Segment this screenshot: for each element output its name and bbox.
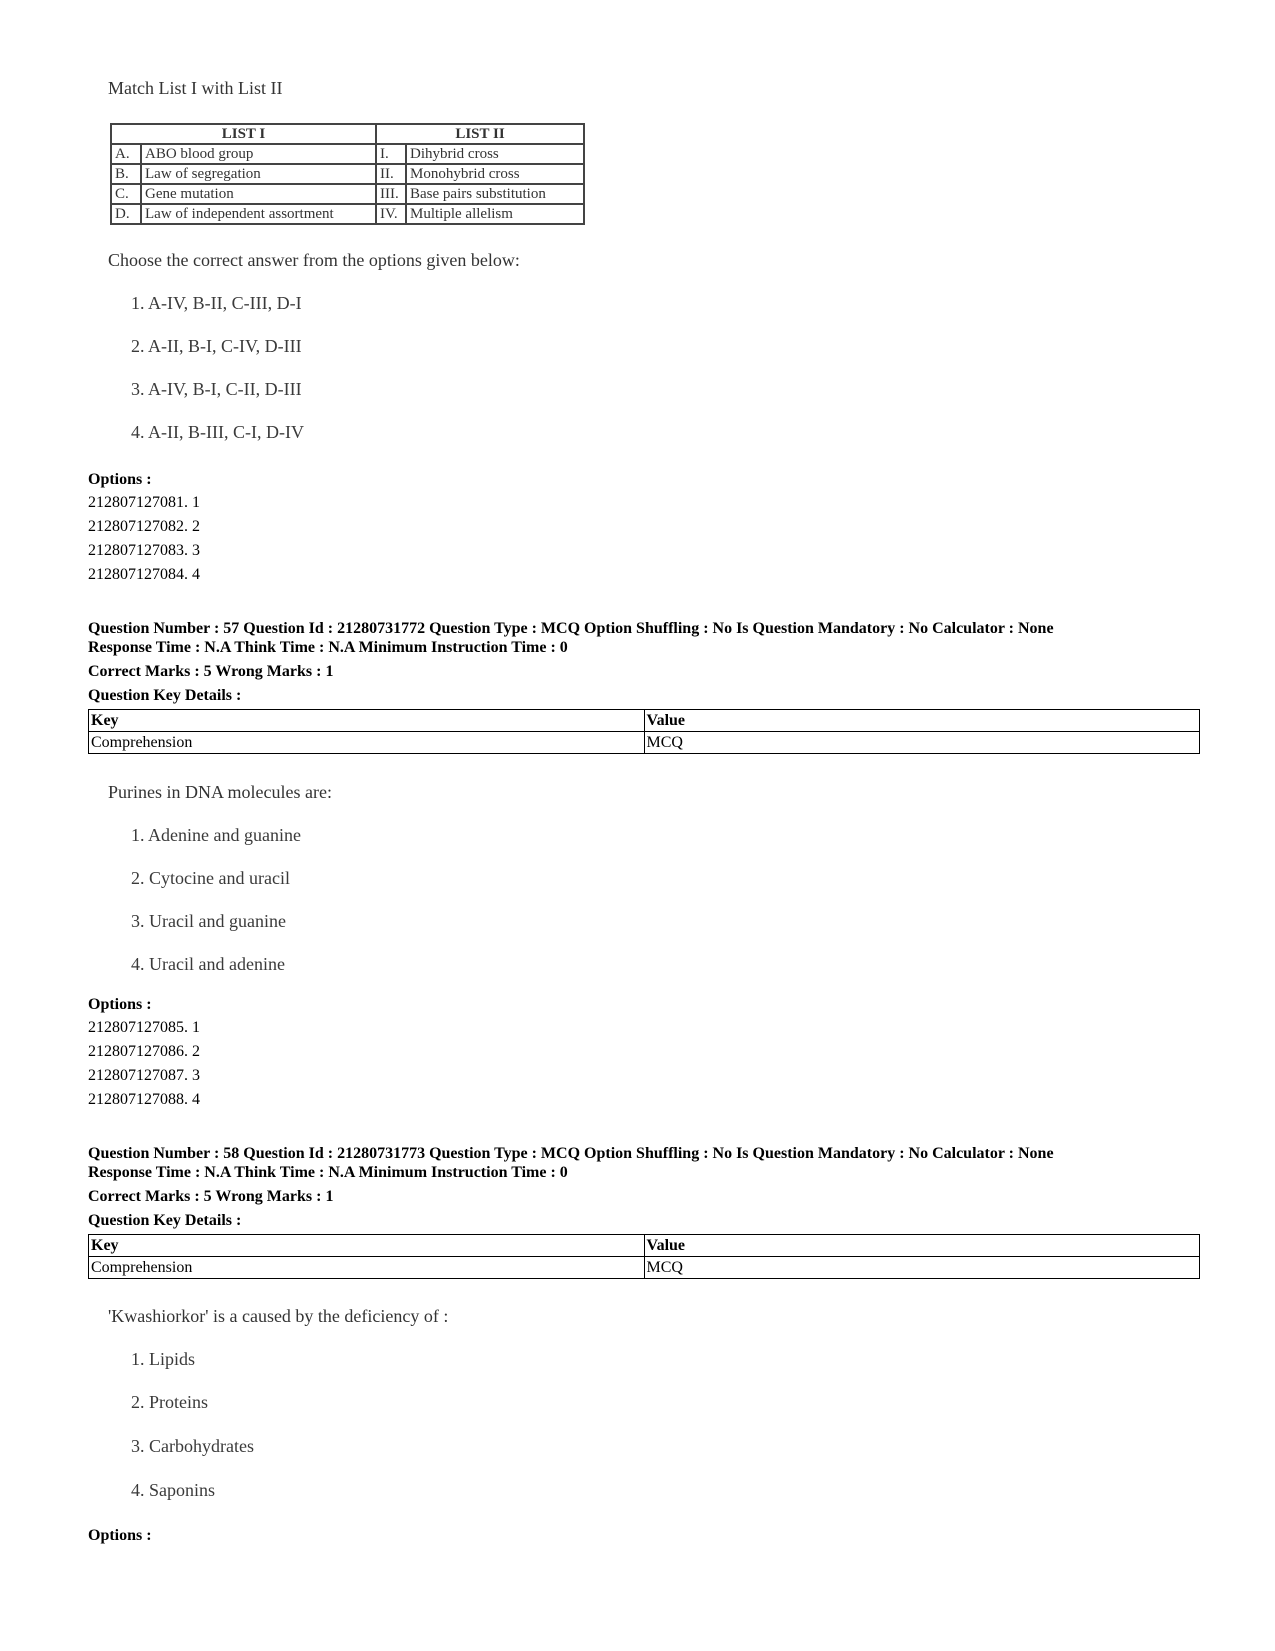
- match-row: [111, 144, 584, 164]
- value-header: Value: [644, 1235, 1200, 1257]
- options-label: Options :: [88, 471, 152, 488]
- option-id: 212807127088. 4: [88, 1091, 200, 1108]
- list2-item: Multiple allelism: [406, 204, 584, 224]
- question-marks: Correct Marks : 5 Wrong Marks : 1: [88, 1188, 334, 1205]
- list2-item: Dihybrid cross: [406, 144, 584, 164]
- list2-header: LIST II: [376, 124, 584, 144]
- choice-item: 4. A-II, B-III, C-I, D-IV: [131, 422, 304, 442]
- match-table-header: [111, 124, 584, 144]
- question-meta-timing: Response Time : N.A Think Time : N.A Minimum Instruction Time : 0: [88, 1164, 568, 1181]
- question-marks: Correct Marks : 5 Wrong Marks : 1: [88, 663, 334, 680]
- key-cell: Comprehension: [89, 732, 645, 754]
- option-id: 212807127086. 2: [88, 1043, 200, 1060]
- key-details-row: [89, 732, 1200, 754]
- key-details-label: Question Key Details :: [88, 1212, 242, 1229]
- options-label: Options :: [88, 1527, 152, 1544]
- list1-item: Law of segregation: [141, 164, 376, 184]
- option-id: 212807127083. 3: [88, 542, 200, 559]
- choice-item: 1. Lipids: [131, 1349, 196, 1369]
- key-details-header: [89, 710, 1200, 732]
- question-prompt: Purines in DNA molecules are:: [108, 782, 332, 802]
- list2-item: Base pairs substitution: [406, 184, 584, 204]
- match-table: [110, 123, 585, 225]
- choice-item: 2. A-II, B-I, C-IV, D-III: [131, 336, 302, 356]
- key-details-label: Question Key Details :: [88, 687, 242, 704]
- key-details-table: [88, 709, 1200, 754]
- list2-numeral: I.: [376, 144, 406, 164]
- question-prompt: Match List I with List II: [108, 78, 283, 98]
- choice-item: 3. A-IV, B-I, C-II, D-III: [131, 379, 302, 399]
- key-cell: Comprehension: [89, 1257, 645, 1279]
- value-cell: MCQ: [644, 1257, 1200, 1279]
- match-row: [111, 184, 584, 204]
- match-row: [111, 164, 584, 184]
- list2-numeral: III.: [376, 184, 406, 204]
- option-id: 212807127085. 1: [88, 1019, 200, 1036]
- choice-item: 4. Uracil and adenine: [131, 954, 285, 974]
- list1-item: ABO blood group: [141, 144, 376, 164]
- key-details-row: [89, 1257, 1200, 1279]
- option-id: 212807127081. 1: [88, 494, 200, 511]
- option-id: 212807127084. 4: [88, 566, 200, 583]
- list2-numeral: IV.: [376, 204, 406, 224]
- choice-item: 3. Uracil and guanine: [131, 911, 286, 931]
- choice-item: 2. Cytocine and uracil: [131, 868, 290, 888]
- options-label: Options :: [88, 996, 152, 1013]
- list2-item: Monohybrid cross: [406, 164, 584, 184]
- choice-item: 2. Proteins: [131, 1392, 209, 1412]
- question-meta-timing: Response Time : N.A Think Time : N.A Minimum Instruction Time : 0: [88, 639, 568, 656]
- value-header: Value: [644, 710, 1200, 732]
- key-header: Key: [89, 710, 645, 732]
- choice-item: 1. Adenine and guanine: [131, 825, 301, 845]
- list1-letter: D.: [111, 204, 141, 224]
- key-details-header: [89, 1235, 1200, 1257]
- list1-letter: C.: [111, 184, 141, 204]
- option-id: 212807127082. 2: [88, 518, 200, 535]
- list1-letter: B.: [111, 164, 141, 184]
- value-cell: MCQ: [644, 732, 1200, 754]
- question-meta: Question Number : 57 Question Id : 21280731772 Question Type : MCQ Option Shuffling : No Is Question Mandatory : No Calculator : None: [88, 620, 1054, 637]
- choice-item: 3. Carbohydrates: [131, 1436, 254, 1456]
- key-header: Key: [89, 1235, 645, 1257]
- list1-item: Law of independent assortment: [141, 204, 376, 224]
- choice-item: 1. A-IV, B-II, C-III, D-I: [131, 293, 302, 313]
- key-details-table: [88, 1234, 1200, 1279]
- option-id: 212807127087. 3: [88, 1067, 200, 1084]
- choice-item: 4. Saponins: [131, 1480, 216, 1500]
- match-row: [111, 204, 584, 224]
- list1-item: Gene mutation: [141, 184, 376, 204]
- list2-numeral: II.: [376, 164, 406, 184]
- question-prompt: 'Kwashiorkor' is a caused by the deficiency of :: [108, 1306, 449, 1326]
- question-instruction: Choose the correct answer from the options given below:: [108, 250, 520, 270]
- question-meta: Question Number : 58 Question Id : 21280731773 Question Type : MCQ Option Shuffling : No Is Question Mandatory : No Calculator : None: [88, 1145, 1054, 1162]
- list1-header: LIST I: [111, 124, 376, 144]
- list1-letter: A.: [111, 144, 141, 164]
